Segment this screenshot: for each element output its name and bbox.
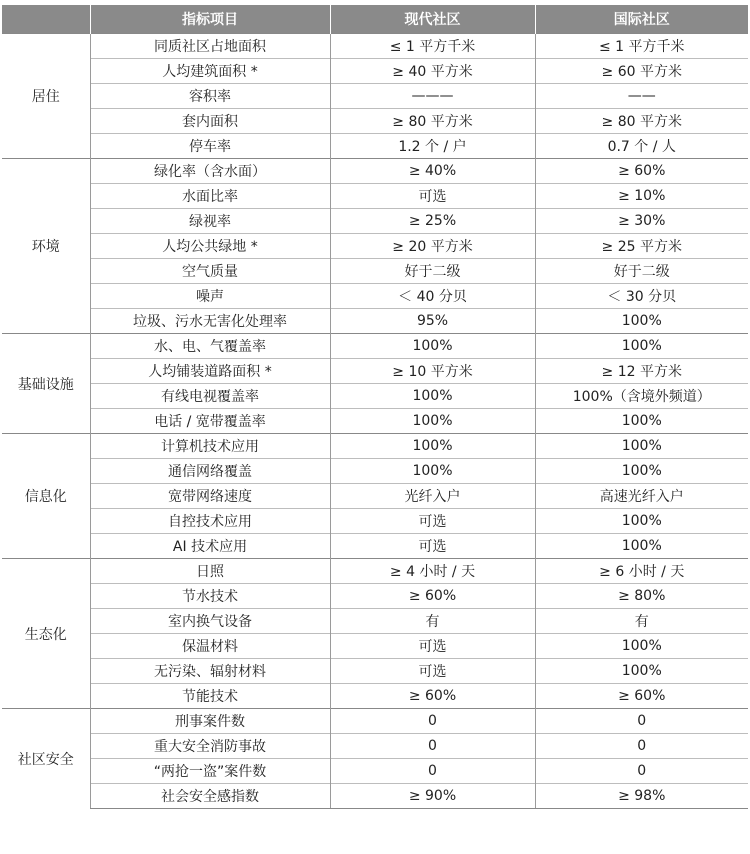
indicator-cell: 保温材料 bbox=[90, 634, 330, 659]
indicator-cell: 宽带网络速度 bbox=[90, 484, 330, 509]
modern-value-cell: ≥ 40% bbox=[330, 159, 535, 184]
category-cell: 居住 bbox=[2, 34, 90, 159]
table-row bbox=[2, 459, 748, 484]
international-value-cell: ≥ 25 平方米 bbox=[535, 234, 748, 259]
international-value-cell: ≥ 80% bbox=[535, 584, 748, 609]
international-value-cell: ≥ 6 小时 / 天 bbox=[535, 559, 748, 584]
international-value-cell: ≤ 1 平方千米 bbox=[535, 34, 748, 59]
indicator-cell: 绿化率（含水面） bbox=[90, 159, 330, 184]
modern-value-cell: ≥ 4 小时 / 天 bbox=[330, 559, 535, 584]
modern-value-cell: ＜ 40 分贝 bbox=[330, 284, 535, 309]
header-item: 指标项目 bbox=[90, 5, 330, 34]
indicator-cell: 重大安全消防事故 bbox=[90, 734, 330, 759]
table-row bbox=[2, 284, 748, 309]
indicator-cell: 人均建筑面积 * bbox=[90, 59, 330, 84]
indicator-cell: 日照 bbox=[90, 559, 330, 584]
table-row bbox=[2, 534, 748, 559]
international-value-cell: 高速光纤入户 bbox=[535, 484, 748, 509]
international-value-cell: ≥ 80 平方米 bbox=[535, 109, 748, 134]
header-international-community: 国际社区 bbox=[535, 5, 748, 34]
modern-value-cell: ≥ 60% bbox=[330, 684, 535, 709]
indicator-cell: 人均公共绿地 * bbox=[90, 234, 330, 259]
category-cell: 环境 bbox=[2, 159, 90, 334]
modern-value-cell: ≥ 80 平方米 bbox=[330, 109, 535, 134]
table-row bbox=[2, 134, 748, 159]
modern-value-cell: 可选 bbox=[330, 534, 535, 559]
indicator-cell: 计算机技术应用 bbox=[90, 434, 330, 459]
international-value-cell: ≥ 10% bbox=[535, 184, 748, 209]
international-value-cell: 100% bbox=[535, 634, 748, 659]
table-row bbox=[2, 209, 748, 234]
indicator-cell: 社会安全感指数 bbox=[90, 784, 330, 809]
indicator-cell: 通信网络覆盖 bbox=[90, 459, 330, 484]
modern-value-cell: 100% bbox=[330, 409, 535, 434]
international-value-cell: —— bbox=[535, 84, 748, 109]
international-value-cell: 0 bbox=[535, 759, 748, 784]
table-row bbox=[2, 159, 748, 184]
table-row bbox=[2, 584, 748, 609]
indicator-cell: 自控技术应用 bbox=[90, 509, 330, 534]
indicator-cell: 刑事案件数 bbox=[90, 709, 330, 734]
category-cell: 信息化 bbox=[2, 434, 90, 559]
international-value-cell: 100% bbox=[535, 334, 748, 359]
international-value-cell: 0 bbox=[535, 734, 748, 759]
table-row bbox=[2, 559, 748, 584]
table-row bbox=[2, 84, 748, 109]
indicator-cell: 有线电视覆盖率 bbox=[90, 384, 330, 409]
header-row bbox=[2, 5, 748, 34]
comparison-table-container bbox=[2, 5, 748, 809]
international-value-cell: 有 bbox=[535, 609, 748, 634]
international-value-cell: ≥ 60% bbox=[535, 159, 748, 184]
indicator-cell: 电话 / 宽带覆盖率 bbox=[90, 409, 330, 434]
international-value-cell: ≥ 30% bbox=[535, 209, 748, 234]
international-value-cell: ≥ 60% bbox=[535, 684, 748, 709]
table-row bbox=[2, 634, 748, 659]
indicator-cell: 同质社区占地面积 bbox=[90, 34, 330, 59]
modern-value-cell: 可选 bbox=[330, 509, 535, 534]
international-value-cell: 0 bbox=[535, 709, 748, 734]
indicator-cell: 噪声 bbox=[90, 284, 330, 309]
community-indicator-table bbox=[2, 5, 748, 809]
indicator-cell: “两抢一盗”案件数 bbox=[90, 759, 330, 784]
table-row bbox=[2, 609, 748, 634]
category-cell: 社区安全 bbox=[2, 709, 90, 809]
indicator-cell: 水、电、气覆盖率 bbox=[90, 334, 330, 359]
indicator-cell: 节能技术 bbox=[90, 684, 330, 709]
header-modern-community: 现代社区 bbox=[330, 5, 535, 34]
table-row bbox=[2, 34, 748, 59]
modern-value-cell: ——— bbox=[330, 84, 535, 109]
international-value-cell: 100% bbox=[535, 409, 748, 434]
table-row bbox=[2, 409, 748, 434]
modern-value-cell: 有 bbox=[330, 609, 535, 634]
international-value-cell: 0.7 个 / 人 bbox=[535, 134, 748, 159]
modern-value-cell: ≥ 25% bbox=[330, 209, 535, 234]
international-value-cell: ≥ 12 平方米 bbox=[535, 359, 748, 384]
indicator-cell: 室内换气设备 bbox=[90, 609, 330, 634]
table-row bbox=[2, 334, 748, 359]
modern-value-cell: 0 bbox=[330, 759, 535, 784]
international-value-cell: 100% bbox=[535, 309, 748, 334]
table-row bbox=[2, 259, 748, 284]
modern-value-cell: 95% bbox=[330, 309, 535, 334]
table-row bbox=[2, 434, 748, 459]
international-value-cell: 100% bbox=[535, 509, 748, 534]
modern-value-cell: 100% bbox=[330, 334, 535, 359]
international-value-cell: 100% bbox=[535, 459, 748, 484]
modern-value-cell: 100% bbox=[330, 459, 535, 484]
table-row bbox=[2, 59, 748, 84]
modern-value-cell: 可选 bbox=[330, 634, 535, 659]
indicator-cell: 无污染、辐射材料 bbox=[90, 659, 330, 684]
international-value-cell: 100% bbox=[535, 534, 748, 559]
table-row bbox=[2, 184, 748, 209]
international-value-cell: ≥ 60 平方米 bbox=[535, 59, 748, 84]
table-row bbox=[2, 734, 748, 759]
indicator-cell: 垃圾、污水无害化处理率 bbox=[90, 309, 330, 334]
table-row bbox=[2, 109, 748, 134]
international-value-cell: 100% bbox=[535, 659, 748, 684]
modern-value-cell: ≥ 60% bbox=[330, 584, 535, 609]
indicator-cell: 人均铺装道路面积 * bbox=[90, 359, 330, 384]
indicator-cell: 停车率 bbox=[90, 134, 330, 159]
modern-value-cell: 可选 bbox=[330, 659, 535, 684]
table-body bbox=[2, 34, 748, 809]
table-row bbox=[2, 359, 748, 384]
international-value-cell: 100% bbox=[535, 434, 748, 459]
indicator-cell: 水面比率 bbox=[90, 184, 330, 209]
modern-value-cell: 100% bbox=[330, 434, 535, 459]
modern-value-cell: 0 bbox=[330, 734, 535, 759]
international-value-cell: 好于二级 bbox=[535, 259, 748, 284]
category-cell: 基础设施 bbox=[2, 334, 90, 434]
indicator-cell: 空气质量 bbox=[90, 259, 330, 284]
modern-value-cell: ≥ 40 平方米 bbox=[330, 59, 535, 84]
modern-value-cell: 0 bbox=[330, 709, 535, 734]
table-row bbox=[2, 509, 748, 534]
international-value-cell: 100%（含境外频道） bbox=[535, 384, 748, 409]
international-value-cell: ＜ 30 分贝 bbox=[535, 284, 748, 309]
indicator-cell: AI 技术应用 bbox=[90, 534, 330, 559]
indicator-cell: 绿视率 bbox=[90, 209, 330, 234]
modern-value-cell: 可选 bbox=[330, 184, 535, 209]
table-row bbox=[2, 484, 748, 509]
category-cell: 生态化 bbox=[2, 559, 90, 709]
header-category-cell bbox=[2, 5, 90, 34]
table-row bbox=[2, 659, 748, 684]
indicator-cell: 容积率 bbox=[90, 84, 330, 109]
table-row bbox=[2, 234, 748, 259]
indicator-cell: 套内面积 bbox=[90, 109, 330, 134]
modern-value-cell: 100% bbox=[330, 384, 535, 409]
modern-value-cell: ≥ 20 平方米 bbox=[330, 234, 535, 259]
table-row bbox=[2, 759, 748, 784]
modern-value-cell: 光纤入户 bbox=[330, 484, 535, 509]
table-header bbox=[2, 5, 748, 34]
modern-value-cell: ≥ 90% bbox=[330, 784, 535, 809]
table-row bbox=[2, 309, 748, 334]
modern-value-cell: 好于二级 bbox=[330, 259, 535, 284]
international-value-cell: ≥ 98% bbox=[535, 784, 748, 809]
indicator-cell: 节水技术 bbox=[90, 584, 330, 609]
table-row bbox=[2, 709, 748, 734]
modern-value-cell: ≤ 1 平方千米 bbox=[330, 34, 535, 59]
modern-value-cell: ≥ 10 平方米 bbox=[330, 359, 535, 384]
table-row bbox=[2, 784, 748, 809]
table-row bbox=[2, 684, 748, 709]
modern-value-cell: 1.2 个 / 户 bbox=[330, 134, 535, 159]
table-row bbox=[2, 384, 748, 409]
